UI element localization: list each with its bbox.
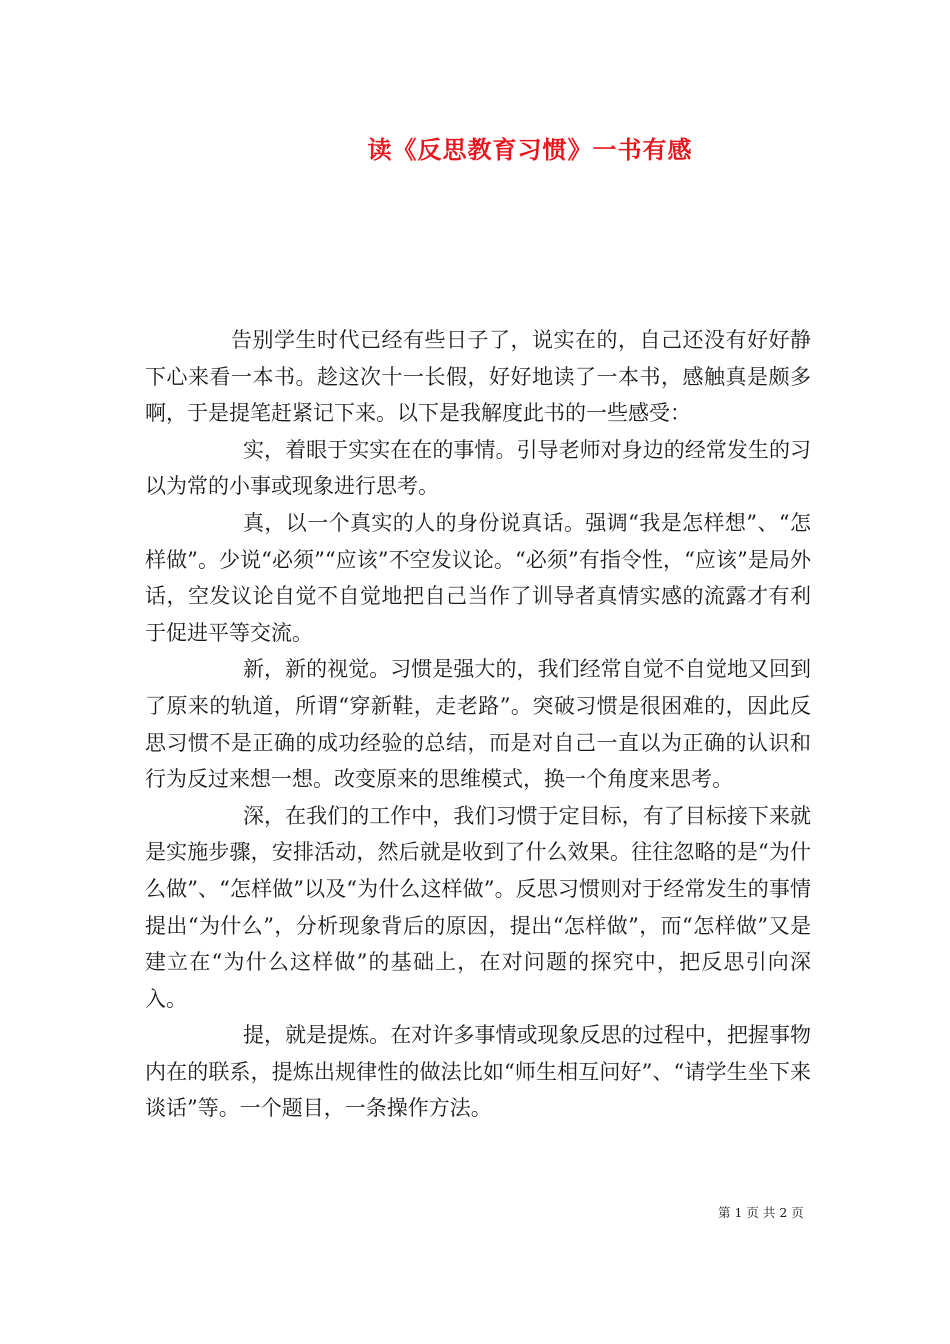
page-number-footer: 第 1 页 共 2 页 xyxy=(718,1205,804,1220)
document-title: 读《反思教育习惯》一书有感 xyxy=(367,135,693,164)
paragraph-ti: 提，就是提炼。在对许多事情或现象反思的过程中，把握事物内在的联系，提炼出规律性的做法比如“师生相互问好”、“请学生坐下来谈话”等。一个题目，一条操作方法。 xyxy=(145,1023,811,1121)
paragraph-shi: 实，着眼于实实在在的事情。引导老师对身边的经常发生的习以为常的小事或现象进行思考。 xyxy=(145,437,811,499)
document-body xyxy=(145,322,811,1127)
paragraph-intro: 告别学生时代已经有些日子了，说实在的，自己还没有好好静下心来看一本书。趁这次十一长假，好好地读了一本书，感触真是颇多啊，于是提笔赶紧记下来。以下是我解度此书的一些感受： xyxy=(145,328,811,426)
paragraph-zhen: 真，以一个真实的人的身份说真话。强调“我是怎样想”、“怎样做”。少说“必须”“应该”不空发议论。“必须”有指令性，“应该”是局外话，空发议论自觉不自觉地把自己当作了训导者真情实感的流露才有利于促进平等交流。 xyxy=(145,510,811,645)
paragraph-xin: 新，新的视觉。习惯是强大的，我们经常自觉不自觉地又回到了原来的轨道，所谓“穿新鞋，走老路”。突破习惯是很困难的，因此反思习惯不是正确的成功经验的总结，而是对自己一直以为正确的认识和行为反过来想一想。改变原来的思维模式，换一个角度来思考。 xyxy=(145,657,811,792)
paragraph-shen: 深，在我们的工作中，我们习惯于定目标，有了目标接下来就是实施步骤，安排活动，然后就是收到了什么效果。往往忽略的是“为什么做”、“怎样做”以及“为什么这样做”。反思习惯则对于经常发生的事情提出“为什么”，分析现象背后的原因，提出“怎样做”，而“怎样做”又是建立在“为什么这样做”的基础上，在对问题的探究中，把反思引向深入。 xyxy=(145,803,811,1011)
